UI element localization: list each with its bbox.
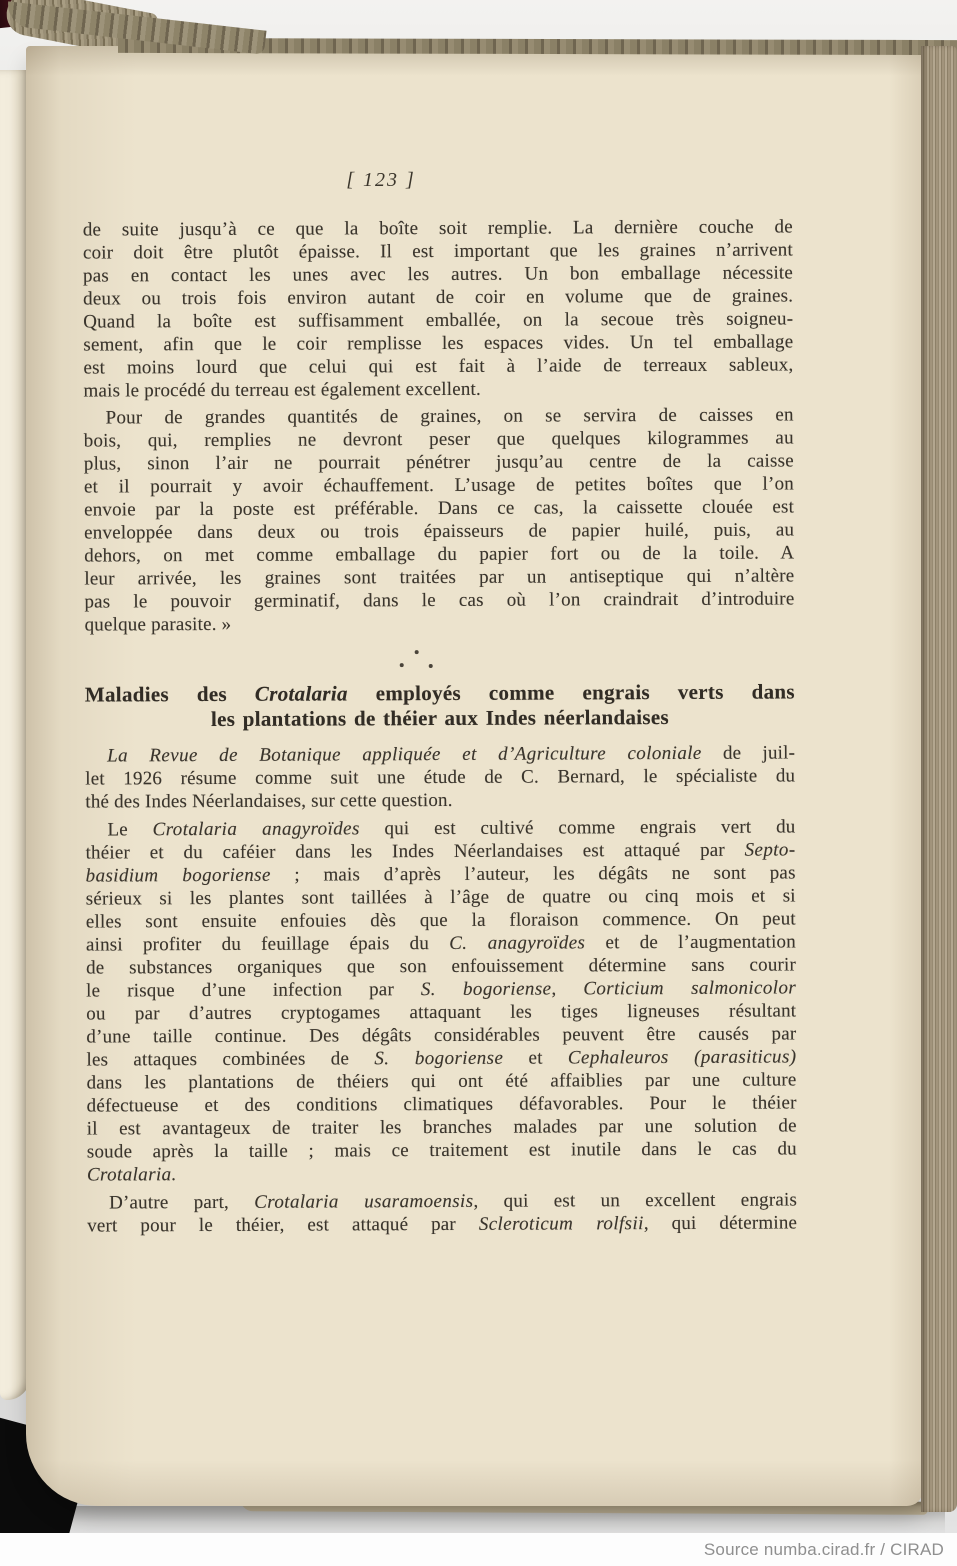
text-line: et il pourrait y avoir échauffement. L’usage de petites boîtes que l’on bbox=[83, 473, 794, 498]
text-line: enveloppée dans deux ou trois épaisseurs de papier huilé, puis, au bbox=[84, 519, 795, 544]
text-line: sérieux si les plantes sont taillées à l’âge de quatre ou cinq mois et si bbox=[85, 885, 796, 910]
text-line: Crotalaria. bbox=[86, 1164, 177, 1186]
text-line: d’une taille continue. Des dégâts considérables peuvent être causés par bbox=[86, 1023, 797, 1048]
paragraph bbox=[83, 215, 794, 402]
text-line: de substances organiques que son enfouissement détermine sans courir bbox=[86, 954, 797, 979]
text-line: ou par d’autres cryptogames attaquant les tiges ligneuses résultant bbox=[86, 1000, 797, 1025]
page-number: [ 123 ] bbox=[346, 169, 416, 191]
text-line: basidium bogoriense ; mais d’après l’auteur, les dégâts ne sont pas bbox=[85, 862, 796, 887]
text-line: les attaques combinées de S. bogoriense et Cephaleuros (parasiticus) bbox=[86, 1046, 797, 1071]
text-line: le risque d’une infection par S. bogoriense, Corticium salmonicolor bbox=[86, 977, 797, 1002]
source-credit-bar bbox=[0, 1533, 957, 1566]
text-line: soude après la taille ; mais ce traitement est inutile dans le cas du bbox=[86, 1138, 797, 1163]
text-line: D’autre part, Crotalaria usaramoensis, qui est un excellent engrais bbox=[109, 1189, 798, 1214]
text-line: coir doit être plutôt épaisse. Il est important que les graines n’arrivent bbox=[82, 239, 793, 264]
text-line: thé des Indes Néerlandaises, sur cette question. bbox=[85, 789, 453, 813]
paragraph bbox=[85, 815, 797, 1186]
page-text bbox=[83, 215, 797, 1237]
text-line: Quand la boîte est suffisamment emballée, on la secoue très soigneu- bbox=[83, 308, 794, 333]
separator-dot bbox=[415, 650, 419, 654]
text-line: théier et du caféier dans les Indes Néerlandaises est attaqué par Septo- bbox=[85, 839, 796, 864]
text-line: quelque parasite. » bbox=[84, 613, 232, 636]
text-line: Pour de grandes quantités de graines, on se servira de caisses en bbox=[105, 404, 794, 429]
text-line: pas en contact les unes avec les autres. Un bon emballage nécessite bbox=[82, 262, 794, 287]
text-line: leur arrivée, les graines sont traitées par un antiseptique qui n’altère bbox=[84, 565, 795, 590]
text-line: de suite jusqu’à ce que la boîte soit remplie. La dernière couche de bbox=[82, 216, 793, 241]
section-heading bbox=[85, 679, 795, 732]
text-line: les plantations de théier aux Indes néerlandaises bbox=[210, 705, 670, 731]
text-line: pas le pouvoir germinatif, dans le cas où l’on craindrait d’introduire bbox=[84, 588, 795, 613]
text-line: sement, afin que le coir remplisse les espaces vides. Un tel emballage bbox=[83, 331, 794, 356]
text-line: let 1926 résume comme suit une étude de C. Bernard, le spécialiste du bbox=[85, 765, 796, 790]
text-line: Le Crotalaria anagyroïdes qui est cultivé comme engrais vert du bbox=[107, 816, 796, 841]
separator-dot bbox=[429, 664, 433, 668]
text-line: mais le procédé du terreau est également excellent. bbox=[83, 378, 481, 402]
text-line: Maladies des Crotalaria employés comme engrais verts dans bbox=[84, 679, 795, 707]
paragraph bbox=[84, 403, 795, 636]
text-line: dehors, on met comme emballage du papier fort ou de la toile. A bbox=[84, 542, 795, 567]
text-line: défectueuse et des conditions climatiques défavorables. Pour le théier bbox=[86, 1092, 797, 1117]
text-line: ainsi profiter du feuillage épais du C. anagyroïdes et de l’augmentation bbox=[85, 931, 796, 956]
separator-dot bbox=[400, 663, 404, 667]
paragraph-group bbox=[85, 741, 797, 1237]
paragraph bbox=[87, 1188, 797, 1237]
source-credit-text: Source numba.cirad.fr / CIRAD bbox=[703, 1540, 944, 1559]
asterism-separator-icon bbox=[398, 647, 438, 673]
text-line: envoie par la poste est préférable. Dans ce cas, la caissette clouée est bbox=[84, 496, 795, 521]
paragraph bbox=[85, 741, 795, 813]
text-line: bois, qui, remplies ne devront peser que quelques kilogrammes au bbox=[83, 427, 794, 452]
text-line: dans les plantations de théiers qui ont été affaiblies par une culture bbox=[86, 1069, 797, 1094]
text-line: elles sont ensuite enfouies dès que la floraison commence. On peut bbox=[85, 908, 796, 933]
text-line: La Revue de Botanique appliquée et d’Agriculture coloniale de juil- bbox=[107, 742, 796, 767]
paragraph-group bbox=[83, 215, 795, 636]
text-line: il est avantageux de traiter les branches malades par une solution de bbox=[86, 1115, 797, 1140]
text-line: plus, sinon l’air ne pourrait pénétrer jusqu’au centre de la caisse bbox=[83, 450, 794, 475]
text-line: vert pour le théier, est attaqué par Scleroticum rolfsii, qui détermine bbox=[87, 1212, 798, 1237]
text-line: est moins lourd que celui qui est fait à l’aide de terreaux sableux, bbox=[83, 354, 794, 379]
text-line: deux ou trois fois environ autant de coir en volume que de graines. bbox=[83, 285, 794, 310]
right-fore-edge bbox=[921, 46, 957, 1512]
